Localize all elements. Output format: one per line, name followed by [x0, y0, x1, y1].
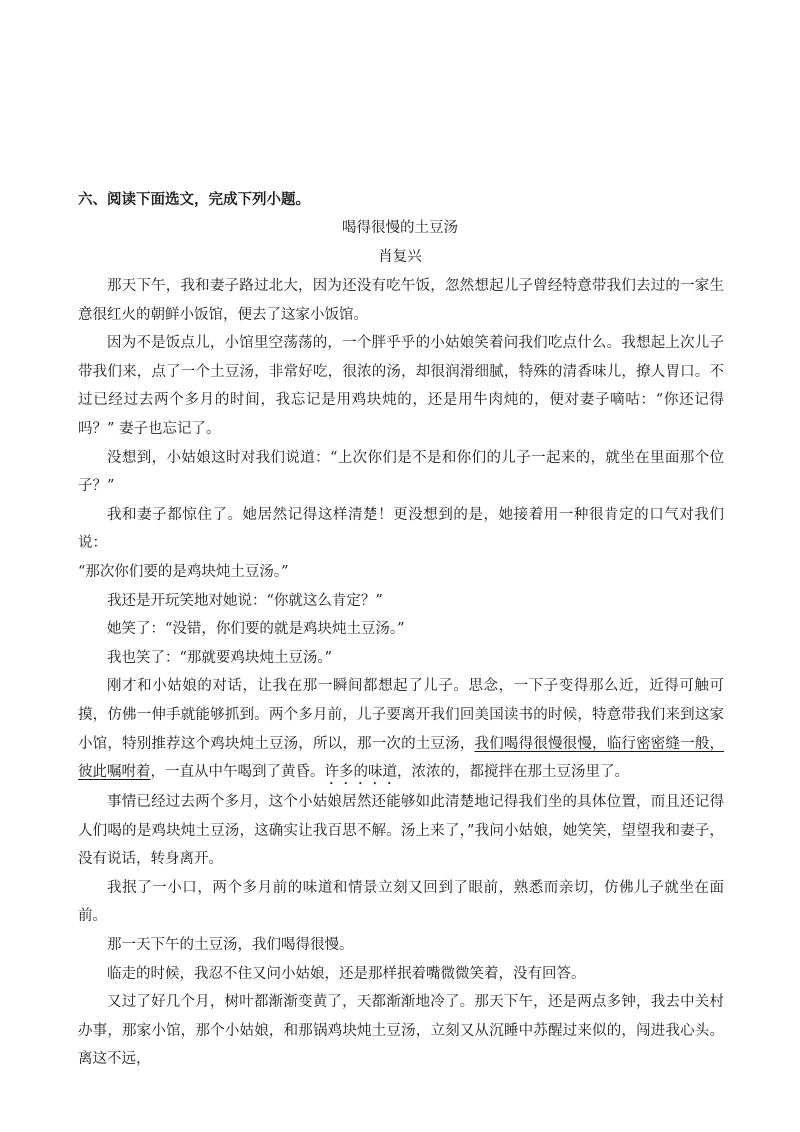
paragraph-8: 我也笑了：“那就要鸡块炖土豆汤。” [107, 649, 333, 666]
paragraph-9-text-a: 刚才和小姑娘的对话，让我在那一瞬间都想起了儿子。思念，一下子变得那么近，近得可触可摸，仿佛一伸手就能够抓到。两个多月前，儿子要离开我们回美国读书的时候，特意带我们来到这家小馆，特别推荐这个鸡块炖土豆汤，所以，那一次的土豆汤， [78, 678, 724, 752]
paragraph-4: 我和妻子都惊住了。她居然记得这样清楚！更没想到的是，她接着用一种很肯定的口气对我们说： [78, 506, 724, 552]
article-author: 肖复兴 [378, 249, 422, 265]
paragraph-9 [78, 672, 724, 788]
underlined-sentence: 我们喝得很慢很慢，临行密密缝一般，彼此嘱咐着 [78, 735, 725, 781]
section-title: 六、阅读下面选文，完成下列小题。 [78, 192, 310, 208]
paragraph-14: 又过了好几个月，树叶都渐渐变黄了，天都渐渐地冷了。那天下午，还是两点多钟，我去中关村办事，那家小馆，那个小姑娘，和那锅鸡块炖土豆汤，立刻又从沉睡中苏醒过来似的，闯进我心头。离这不远， [78, 994, 724, 1068]
emphasis-dotted-phrase: 许多的味道 [324, 764, 397, 781]
paragraph-5: “那次你们要的是鸡块炖土豆汤。” [78, 563, 289, 580]
paragraph-11: 我抿了一小口，两个多月前的味道和情景立刻又回到了眼前，熟悉而亲切，仿佛儿子就坐在面前。 [78, 879, 724, 925]
paragraph-2: 因为不是饭点儿，小馆里空荡荡的，一个胖乎乎的小姑娘笑着问我们吃点什么。我想起上次儿子带我们来，点了一个土豆汤，非常好吃，很浓的汤，却很润滑细腻，特殊的清香味儿，撩人胃口。不过已经过去两个多月的时间，我忘记是用鸡块炖的，还是用牛肉炖的，便对妻子嘀咕：“你还记得吗？” 妻子也忘记了。 [78, 335, 724, 437]
article-title: 喝得很慢的土豆汤 [342, 220, 458, 236]
paragraph-3: 没想到，小姑娘这时对我们说道：“上次你们是不是和你们的儿子一起来的，就坐在里面那个位子？” [78, 449, 724, 495]
paragraph-13: 临走的时候，我忍不住又问小姑娘，还是那样抿着嘴微微笑着，没有回答。 [107, 965, 586, 982]
paragraph-6: 我还是开玩笑地对她说：“你就这么肯定？” [107, 592, 383, 609]
paragraph-1: 那天下午，我和妻子路过北大，因为还没有吃午饭，忽然想起儿子曾经特意带我们去过的一家生意很红火的朝鲜小饭馆，便去了这家小饭馆。 [78, 278, 724, 323]
paragraph-9-text-c: ，浓浓的，都搅拌在那土豆汤里了。 [397, 764, 629, 781]
paragraph-10: 事情已经过去两个多月，这个小姑娘居然还能够如此清楚地记得我们坐的具体位置，而且还记得人们喝的是鸡块炖土豆汤，这确实让我百思不解。汤上来了，”我问小姑娘，她笑笑，望望我和妻子，没有说话，转身离开。 [78, 794, 724, 868]
paragraph-7: 她笑了：“没错，你们要的就是鸡块炖土豆汤。” [107, 621, 405, 638]
paragraph-12: 那一天下午的土豆汤，我们喝得很慢。 [107, 937, 354, 954]
paragraph-9-text-b: ，一直从中午喝到了黄昏。 [150, 764, 325, 781]
article-body [78, 272, 724, 1074]
